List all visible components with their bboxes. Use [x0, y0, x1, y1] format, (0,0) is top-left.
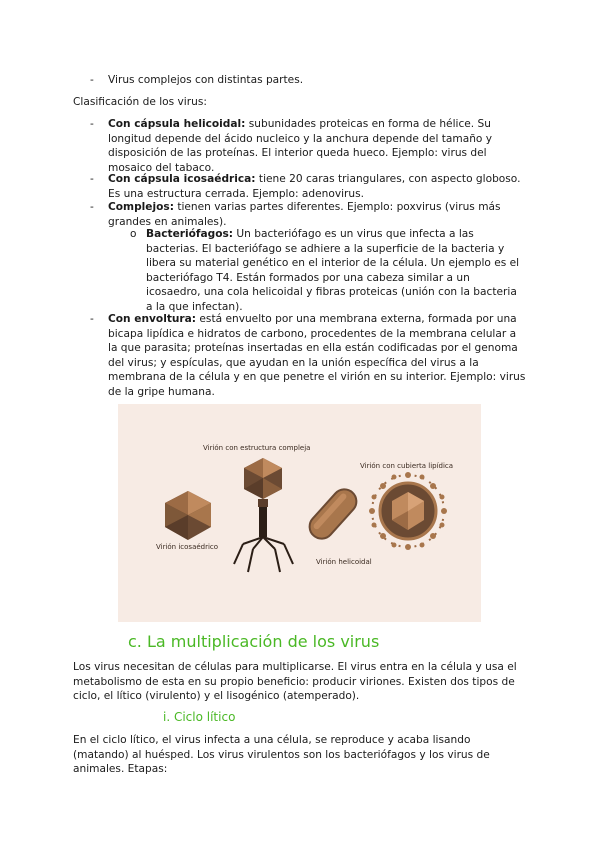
bacteriophage-icon: [234, 458, 293, 572]
list-item-envoltura: [108, 312, 526, 400]
label-cubierta-lipidica: Virión con cubierta lipídica: [360, 462, 454, 470]
classification-intro: Clasificación de los virus:: [73, 96, 207, 108]
list-item-icosaedrica: [108, 172, 526, 201]
term-complejos: Complejos:: [108, 201, 174, 213]
helical-virion-icon: [305, 484, 362, 543]
icosahedral-virion-icon: [165, 491, 211, 540]
section-heading: c. La multiplicación de los virus: [128, 632, 380, 651]
list-item-complex-virus: Virus complejos con distintas partes.: [108, 74, 304, 86]
term-envoltura: Con envoltura:: [108, 313, 197, 325]
desc-bacteriofagos: Un bacteriófago es un virus que infecta a las bacterias. El bacteriófago se adhiere a la superficie de la bacteria y libera su material genético en el interior de la célula. Un ejemplo es el bacteriófago T4. Están formados por una cabeza similar a un icosaedro, una cola helicoidal y fibras proteicas (unión con la bacteria a la que infectan).: [146, 228, 520, 313]
subsection-paragraph: En el ciclo lítico, el virus infecta a una célula, se reproduce y acaba lisando (matando) al huésped. Los virus virulentos son los bacteriófagos y los virus de animales. Etapas:: [73, 734, 490, 776]
list-item-bacteriofagos: [146, 227, 526, 315]
list-item-helicoidal: [108, 117, 526, 175]
enveloped-virion-icon: [369, 472, 447, 550]
section-paragraph: Los virus necesitan de células para multiplicarse. El virus entra en la célula y usa el metabolismo de esta en su propio beneficio: producir viriones. Existen dos tipos de ciclo, el lítico (virulento) y el lisogénico (atemperado).: [73, 661, 517, 703]
bullet-dash: -: [90, 118, 94, 130]
term-icosaedrica: Con cápsula icosaédrica:: [108, 173, 256, 185]
bullet-dash: -: [90, 313, 94, 325]
label-estructura-compleja: Virión con estructura compleja: [203, 444, 311, 452]
virus-types-figure: [118, 404, 481, 622]
label-icosaedrico: Virión icosaédrico: [156, 543, 219, 551]
virus-illustration: [118, 404, 481, 622]
bullet-dash: -: [90, 201, 94, 213]
sub-bullet-marker: o: [130, 228, 137, 240]
list-item-complejos: [108, 200, 526, 229]
term-helicoidal: Con cápsula helicoidal:: [108, 118, 246, 130]
subsection-heading: i. Ciclo lítico: [163, 710, 236, 724]
desc-helicoidal: subunidades proteicas en forma de hélice. Su longitud depende del ácido nucleico y la anchura depende del tamaño y disposición de las proteínas. El interior queda hueco. Ejemplo: virus del mosaico del tabaco.: [108, 118, 493, 174]
desc-envoltura: está envuelto por una membrana externa, formada por una bicapa lipídica e hidratos de carbono, procedentes de la membrana celular a la que parasita; proteínas insertadas en ella están codificadas por el genoma del virus; y espículas, que ayudan en la unión específica del virus a la membrana de la célula y en que penetre el virión en su interior. Ejemplo: virus de la gripe humana.: [108, 313, 526, 398]
term-bacteriofagos: Bacteriófagos:: [146, 228, 234, 240]
bullet-dash: -: [90, 173, 94, 185]
desc-icosaedrica: tiene 20 caras triangulares, con aspecto globoso. Es una estructura cerrada. Ejemplo: adenovirus.: [108, 173, 521, 200]
bullet-dash: -: [90, 74, 94, 86]
label-helicoidal: Virión helicoidal: [316, 558, 372, 566]
desc-complejos: tienen varias partes diferentes. Ejemplo: poxvirus (virus más grandes en animales).: [108, 201, 501, 228]
